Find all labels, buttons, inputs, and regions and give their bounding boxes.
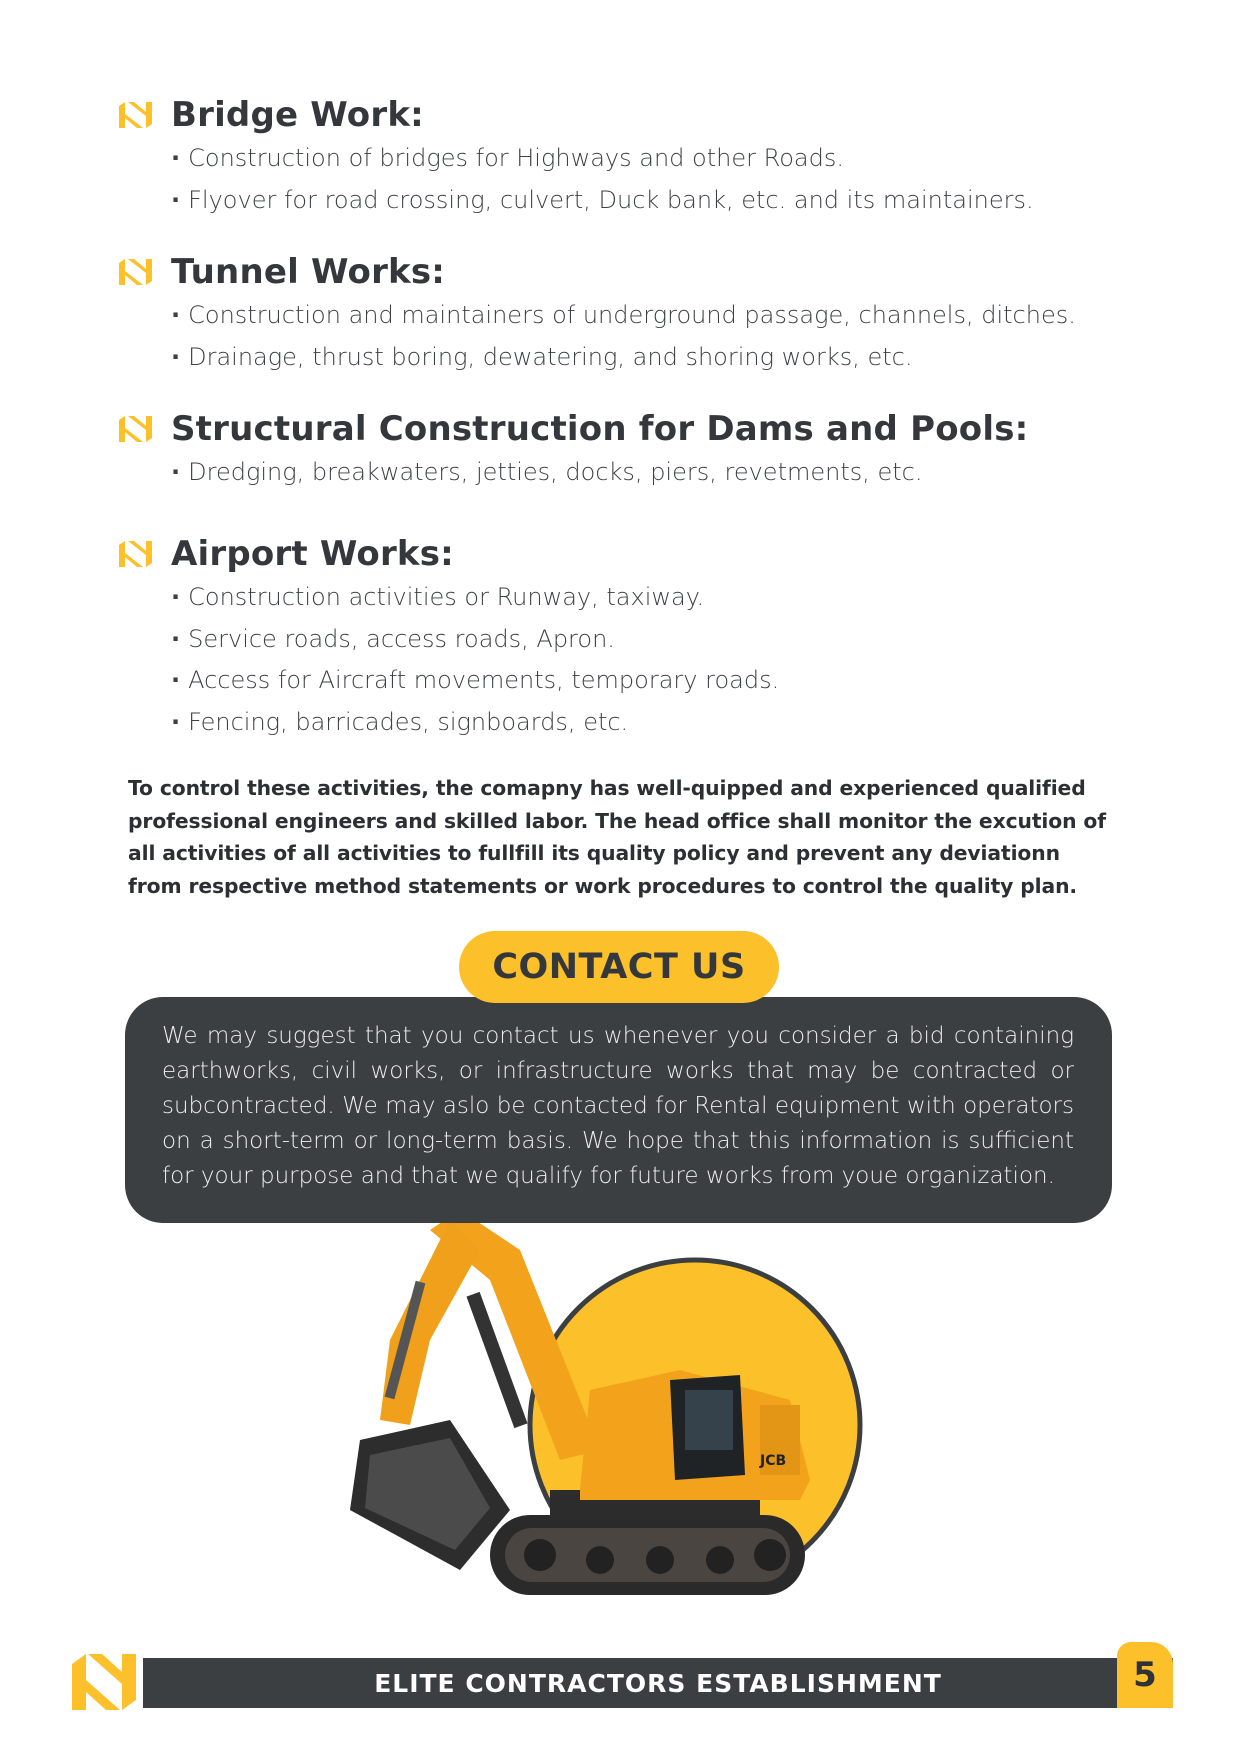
list-item: · Construction and maintainers of underground passage, channels, ditches. (171, 295, 1076, 337)
n-logo-icon (117, 257, 154, 287)
section-title: Structural Construction for Dams and Pools: (171, 409, 1029, 449)
list-item: · Construction activities or Runway, taxiway. (171, 577, 779, 619)
contact-us-heading (459, 931, 779, 1003)
section-structural-construction (117, 406, 1028, 494)
bullet-list (117, 138, 1034, 221)
bullet-list (117, 452, 1028, 494)
n-logo-icon (117, 539, 154, 569)
list-item: · Access for Aircraft movements, temporary roads. (171, 660, 779, 702)
quality-paragraph: To control these activities, the comapny has well-quipped and experienced qualified professional engineers and skilled labor. The head office shall monitor the excution of all activities of all activities to fullfill its quality policy and prevent any deviationn from respective method statements or work procedures to control the quality plan. (128, 776, 1106, 898)
list-item: · Dredging, breakwaters, jetties, docks, piers, revetments, etc. (171, 452, 1028, 494)
list-item: · Drainage, thrust boring, dewatering, and shoring works, etc. (171, 337, 1076, 379)
contact-heading-label: CONTACT US (492, 947, 746, 987)
company-name: ELITE CONTRACTORS ESTABLISHMENT (374, 1668, 942, 1698)
page-number-badge (1117, 1642, 1173, 1708)
footer-bar (143, 1658, 1173, 1708)
section-title: Tunnel Works: (171, 252, 446, 292)
contact-box (125, 997, 1112, 1223)
company-logo-icon (68, 1650, 140, 1714)
list-item: · Construction of bridges for Highways and other Roads. (171, 138, 1034, 180)
machine-badge: JCB (760, 1453, 787, 1469)
n-logo-icon (117, 100, 154, 130)
section-airport-works (117, 531, 779, 743)
bullet-list (117, 295, 1076, 378)
section-title: Bridge Work: (171, 95, 424, 135)
list-item: · Flyover for road crossing, culvert, Duck bank, etc. and its maintainers. (171, 180, 1034, 222)
list-item: · Fencing, barricades, signboards, etc. (171, 702, 779, 744)
list-item: · Service roads, access roads, Apron. (171, 619, 779, 661)
contact-text: We may suggest that you contact us whenever you consider a bid containing earthworks, civil works, or infrastructure works that may be contracted or subcontracted. We may aslo be contacted for Rental equipment with operators on a short-term or long-term basis. We hope that this information is sufficient for your purpose and that we qualify for future works from youe organization. (162, 1023, 1074, 1189)
section-tunnel-works (117, 249, 1076, 378)
bullet-list (117, 577, 779, 743)
excavator-illustration (340, 1190, 880, 1630)
section-title: Airport Works: (171, 534, 454, 574)
page-number: 5 (1133, 1655, 1157, 1695)
n-logo-icon (117, 414, 154, 444)
section-bridge-work (117, 92, 1034, 221)
